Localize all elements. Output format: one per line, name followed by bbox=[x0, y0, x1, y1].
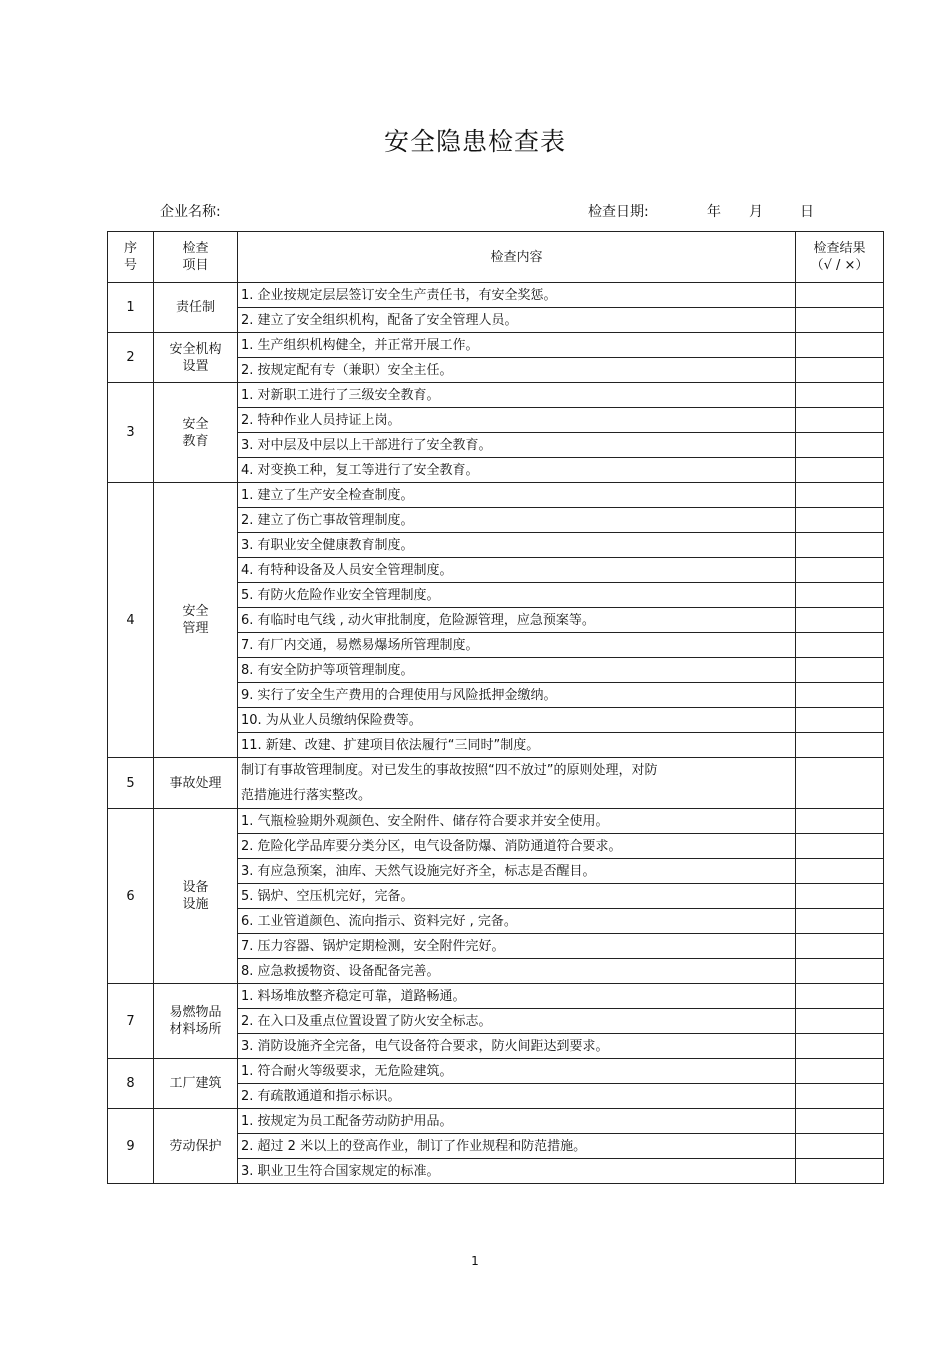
row-result-cell[interactable] bbox=[796, 1134, 884, 1159]
row-content: 5. 锅炉、空压机完好，完备。 bbox=[238, 884, 796, 909]
row-result-cell[interactable] bbox=[796, 308, 884, 333]
row-result-cell[interactable] bbox=[796, 433, 884, 458]
row-result-cell[interactable] bbox=[796, 984, 884, 1009]
row-content: 1. 符合耐火等级要求，无危险建筑。 bbox=[238, 1059, 796, 1084]
page-title: 安全隐患检查表 bbox=[383, 127, 566, 156]
row-content: 6. 有临时电气线 , 动火审批制度，危险源管理，应急预案等。 bbox=[238, 608, 796, 633]
row-content: 2. 建立了安全组织机构，配备了安全管理人员。 bbox=[238, 308, 796, 333]
row-content: 2. 危险化学品库要分类分区，电气设备防爆、消防通道符合要求。 bbox=[238, 834, 796, 859]
row-result-cell[interactable] bbox=[796, 583, 884, 608]
table-row bbox=[108, 333, 884, 358]
row-result-cell[interactable] bbox=[796, 809, 884, 834]
row-content: 3. 消防设施齐全完备，电气设备符合要求，防火间距达到要求。 bbox=[238, 1034, 796, 1059]
table-row bbox=[108, 483, 884, 508]
row-result-cell[interactable] bbox=[796, 458, 884, 483]
row-result-cell[interactable] bbox=[796, 1059, 884, 1084]
table-row bbox=[108, 984, 884, 1009]
row-content: 8. 应急救援物资、设备配备完善。 bbox=[238, 959, 796, 984]
row-content: 5. 有防火危险作业安全管理制度。 bbox=[238, 583, 796, 608]
row-content: 1. 对新职工进行了三级安全教育。 bbox=[238, 383, 796, 408]
row-seq: 3 bbox=[108, 383, 154, 483]
row-content: 3. 职业卫生符合国家规定的标准。 bbox=[238, 1159, 796, 1184]
row-content: 2. 特种作业人员持证上岗。 bbox=[238, 408, 796, 433]
date-day-label: 日 bbox=[800, 204, 814, 220]
row-result-cell[interactable] bbox=[796, 283, 884, 308]
row-seq: 9 bbox=[108, 1109, 154, 1184]
row-content: 1. 生产组织机构健全，并正常开展工作。 bbox=[238, 333, 796, 358]
row-content: 1. 按规定为员工配备劳动防护用品。 bbox=[238, 1109, 796, 1134]
row-seq: 1 bbox=[108, 283, 154, 333]
row-item: 安全 管理 bbox=[154, 483, 238, 758]
row-item: 设备 设施 bbox=[154, 809, 238, 984]
row-result-cell[interactable] bbox=[796, 383, 884, 408]
row-seq: 8 bbox=[108, 1059, 154, 1109]
row-item: 安全 教育 bbox=[154, 383, 238, 483]
row-item: 劳动保护 bbox=[154, 1109, 238, 1184]
row-seq: 7 bbox=[108, 984, 154, 1059]
company-name-label: 企业名称: bbox=[160, 204, 221, 220]
row-content: 2. 建立了伤亡事故管理制度。 bbox=[238, 508, 796, 533]
row-item: 易燃物品 材料场所 bbox=[154, 984, 238, 1059]
row-result-cell[interactable] bbox=[796, 859, 884, 884]
row-content: 11. 新建、改建、扩建项目依法履行“三同时”制度。 bbox=[238, 733, 796, 758]
row-result-cell[interactable] bbox=[796, 909, 884, 934]
row-content: 7. 压力容器、锅炉定期检测，安全附件完好。 bbox=[238, 934, 796, 959]
row-result-cell[interactable] bbox=[796, 683, 884, 708]
row-result-cell[interactable] bbox=[796, 884, 884, 909]
header-seq: 序 号 bbox=[108, 232, 154, 283]
table-row bbox=[108, 383, 884, 408]
row-result-cell[interactable] bbox=[796, 1009, 884, 1034]
row-content: 3. 有应急预案，油库、天然气设施完好齐全，标志是否醒目。 bbox=[238, 859, 796, 884]
row-content: 1. 料场堆放整齐稳定可靠，道路畅通。 bbox=[238, 984, 796, 1009]
row-result-cell[interactable] bbox=[796, 408, 884, 433]
row-result-cell[interactable] bbox=[796, 558, 884, 583]
row-seq: 4 bbox=[108, 483, 154, 758]
row-content: 8. 有安全防护等项管理制度。 bbox=[238, 658, 796, 683]
row-result-cell[interactable] bbox=[796, 1034, 884, 1059]
row-result-cell[interactable] bbox=[796, 758, 884, 809]
row-result-cell[interactable] bbox=[796, 633, 884, 658]
row-content: 3. 对中层及中层以上干部进行了安全教育。 bbox=[238, 433, 796, 458]
header-content: 检查内容 bbox=[238, 232, 796, 283]
row-content: 1. 建立了生产安全检查制度。 bbox=[238, 483, 796, 508]
table-row bbox=[108, 1059, 884, 1084]
date-month-label: 月 bbox=[749, 204, 763, 220]
row-result-cell[interactable] bbox=[796, 959, 884, 984]
row-seq: 6 bbox=[108, 809, 154, 984]
row-content: 6. 工业管道颜色、流向指示、资料完好 , 完备。 bbox=[238, 909, 796, 934]
row-content: 2. 有疏散通道和指示标识。 bbox=[238, 1084, 796, 1109]
row-content: 2. 按规定配有专（兼职）安全主任。 bbox=[238, 358, 796, 383]
row-content: 制订有事故管理制度。对已发生的事故按照“四不放过”的原则处理，对防 范措施进行落实整改。 bbox=[238, 758, 796, 809]
row-seq: 2 bbox=[108, 333, 154, 383]
row-result-cell[interactable] bbox=[796, 358, 884, 383]
check-date-label: 检查日期: bbox=[588, 204, 649, 220]
row-result-cell[interactable] bbox=[796, 333, 884, 358]
inspection-table bbox=[107, 231, 884, 1184]
table-row bbox=[108, 1109, 884, 1134]
date-year-label: 年 bbox=[707, 204, 721, 220]
table-row bbox=[108, 283, 884, 308]
row-content: 2. 在入口及重点位置设置了防火安全标志。 bbox=[238, 1009, 796, 1034]
row-result-cell[interactable] bbox=[796, 834, 884, 859]
row-content: 2. 超过 2 米以上的登高作业，制订了作业规程和防范措施。 bbox=[238, 1134, 796, 1159]
table-row bbox=[108, 758, 884, 809]
row-item: 安全机构 设置 bbox=[154, 333, 238, 383]
row-result-cell[interactable] bbox=[796, 483, 884, 508]
row-seq: 5 bbox=[108, 758, 154, 809]
row-content: 4. 有特种设备及人员安全管理制度。 bbox=[238, 558, 796, 583]
row-item: 事故处理 bbox=[154, 758, 238, 809]
row-result-cell[interactable] bbox=[796, 658, 884, 683]
row-item: 责任制 bbox=[154, 283, 238, 333]
row-content: 1. 企业按规定层层签订安全生产责任书，有安全奖惩。 bbox=[238, 283, 796, 308]
row-item: 工厂建筑 bbox=[154, 1059, 238, 1109]
table-header-row bbox=[108, 232, 884, 283]
header-item: 检查 项目 bbox=[154, 232, 238, 283]
header-result: 检查结果 （√ / ×） bbox=[796, 232, 884, 283]
row-result-cell[interactable] bbox=[796, 708, 884, 733]
row-result-cell[interactable] bbox=[796, 608, 884, 633]
row-result-cell[interactable] bbox=[796, 1109, 884, 1134]
table-row bbox=[108, 809, 884, 834]
row-content: 4. 对变换工种，复工等进行了安全教育。 bbox=[238, 458, 796, 483]
row-content: 7. 有厂内交通，易燃易爆场所管理制度。 bbox=[238, 633, 796, 658]
page-number: 1 bbox=[471, 1254, 479, 1268]
row-content: 9. 实行了安全生产费用的合理使用与风险抵押金缴纳。 bbox=[238, 683, 796, 708]
row-result-cell[interactable] bbox=[796, 533, 884, 558]
row-result-cell[interactable] bbox=[796, 1084, 884, 1109]
row-result-cell[interactable] bbox=[796, 934, 884, 959]
row-result-cell[interactable] bbox=[796, 1159, 884, 1184]
row-content: 1. 气瓶检验期外观颜色、安全附件、储存符合要求并安全使用。 bbox=[238, 809, 796, 834]
row-content: 10. 为从业人员缴纳保险费等。 bbox=[238, 708, 796, 733]
row-content: 3. 有职业安全健康教育制度。 bbox=[238, 533, 796, 558]
row-result-cell[interactable] bbox=[796, 733, 884, 758]
row-result-cell[interactable] bbox=[796, 508, 884, 533]
